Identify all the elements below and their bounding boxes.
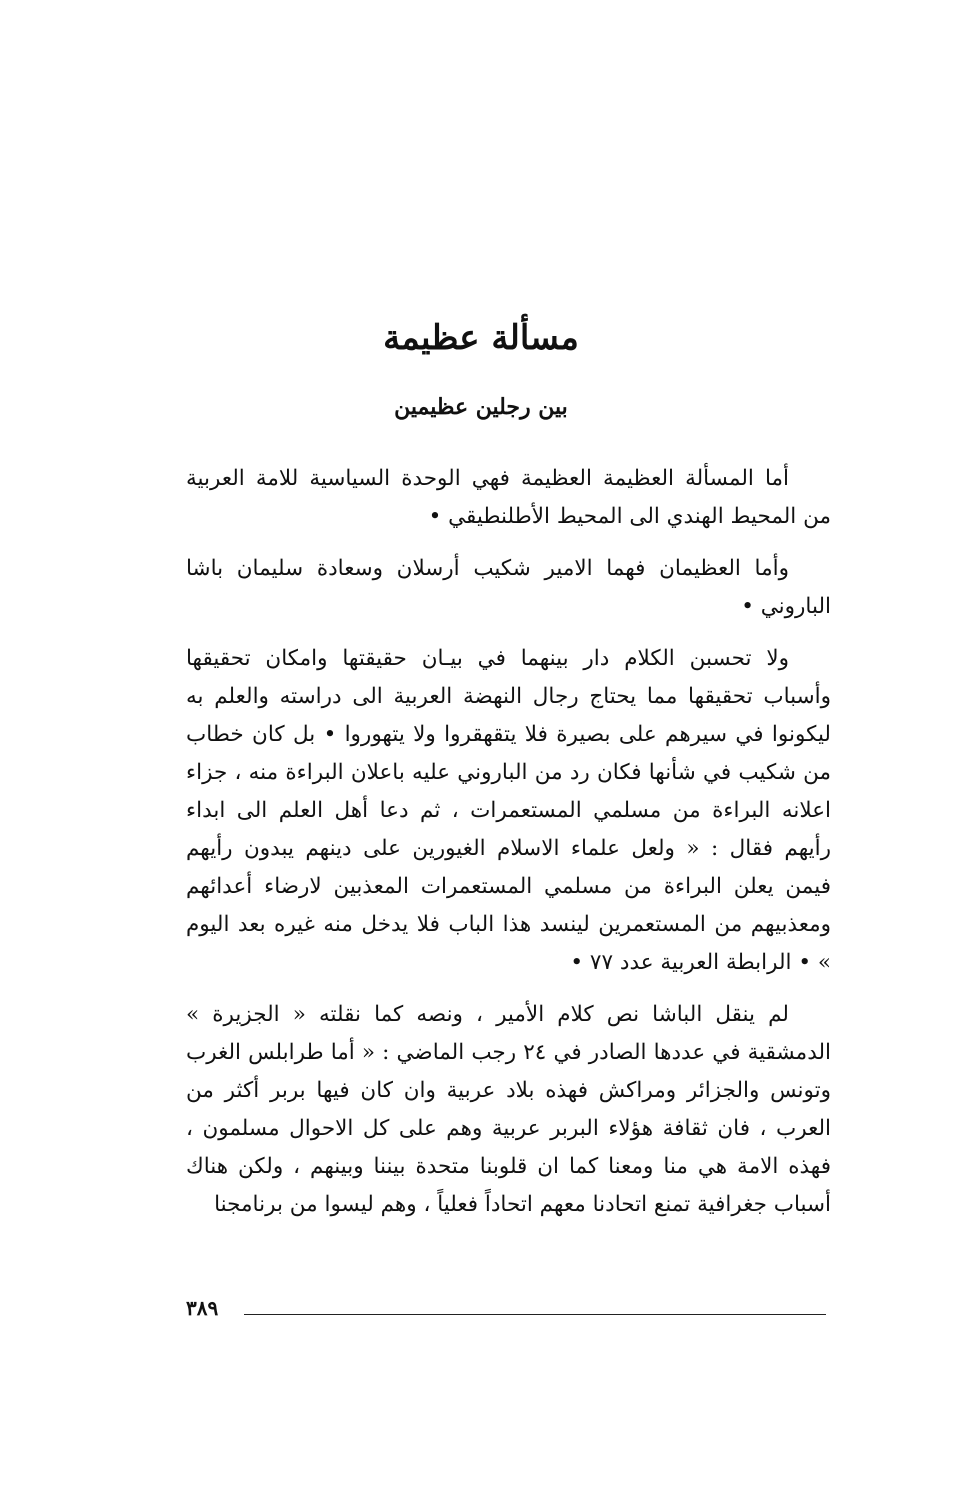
article-body [186,460,831,1238]
paragraph-2: وأما العظيمان فهما الامير شكيب أرسلان وسعادة سليمان باشا الباروني • [186,556,831,619]
page-subtitle: بين رجلين عظيمين [394,394,568,420]
page-number: ٣٨٩ [186,1296,219,1320]
page-title: مسألة عظيمة [383,318,579,358]
paragraph-3: ولا تحسبن الكلام دار بينهما في بيـان حقيقتها وامكان تحقيقها وأسباب تحقيقها مما يحتاج رجال النهضة العربية الى دراسته والعلم به ليكونوا في سيرهم على بصيرة فلا يتقهقروا ولا يتهوروا • بل كان خطاب من شكيب في شأنها فكان رد من الباروني عليه باعلان البراءة منه ، جزاء اعلانه البراءة من مسلمي المستعمرات ، ثم دعا أهل العلم الى ابداء رأيهم فقال : « ولعل علماء الاسلام الغيورين على دينهم يبدون رأيهم فيمن يعلن البراءة من مسلمي المستعمرات المعذبين لارضاء أعدائهم ومعذبيهم من المستعمرين لينسد هذا الباب فلا يدخل منه غيره بعد اليوم » • الرابطة العربية عدد ٧٧ • [186,646,831,975]
footer-rule [244,1314,826,1315]
paragraph-1: أما المسألة العظيمة العظيمة فهي الوحدة السياسية للامة العربية من المحيط الهندي الى المحيط الأطلنطيقي • [186,466,831,529]
paragraph-4: لم ينقل الباشا نص كلام الأمير ، ونصه كما نقلته « الجزيرة » الدمشقية في عددها الصادر في ٢٤ رجب الماضي : « أما طرابلس الغرب وتونس والجزائر ومراكش فهذه بلاد عربية وان كان فيها بربر أكثر من العرب ، فان ثقافة هؤلاء البربر عربية وهم على كل الاحوال مسلمون ، فهذه الامة هي منا ومعنا كما ان قلوبنا متحدة بيننا وبينهم ، ولكن هناك أسباب جغرافية تمنع اتحادنا معهم اتحاداً فعلياً ، وهم ليسوا من برنامجنا [186,1002,832,1217]
page-footer [186,1296,831,1326]
